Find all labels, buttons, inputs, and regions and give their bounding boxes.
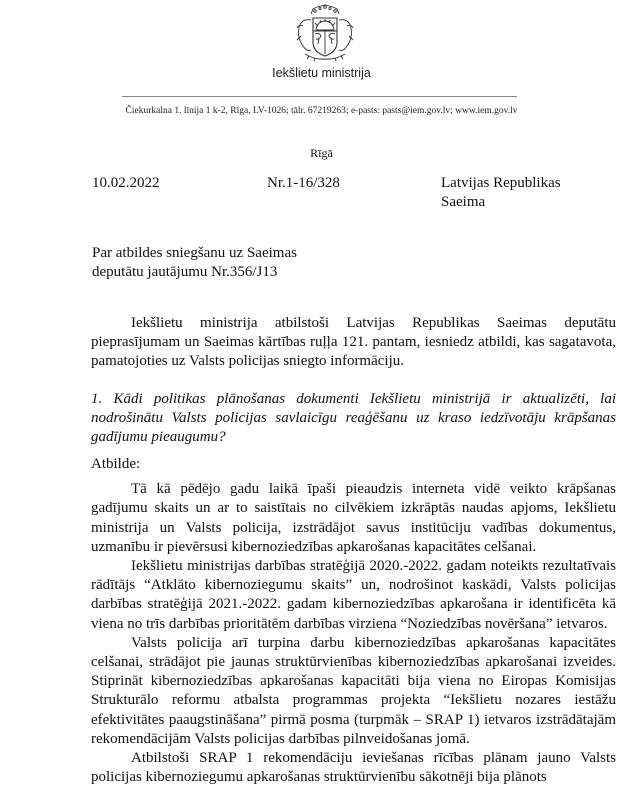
header-divider	[122, 96, 517, 97]
coat-of-arms-icon	[289, 4, 361, 64]
answer-paragraph: Iekšlietu ministrijas darbības stratēģijā 2020.-2022. gadam noteikts rezultatīvais rādītājs “Atklāto kibernoziegumu skaits” un, nodrošinot kaskādi, Valsts policijas darbības stratēģijā 2021.-2022. gadam kibernoziedzības apkarošana ir identificēta kā viena no trīs darbības prioritātēm darbības virziena “Noziedzības novēršana” ietvaros.	[91, 558, 616, 632]
recipient-line-1: Latvijas Republikas	[441, 175, 561, 191]
subject-line-2: deputātu jautājumu Nr.356/J13	[92, 264, 278, 280]
subject-line-1: Par atbildes sniegšanu uz Saeimas	[92, 245, 297, 261]
answer-paragraph: Tā kā pēdējo gadu laikā īpaši pieaudzis interneta vidē veikto krāpšanas gadījumu skaits un ar to saistītais no cilvēkiem izkrāptās naudas apjoms, Iekšlietu ministrija un Valsts policija, izstrādājot savus institūciju vadības dokumentus, uzmanību ir pievērsusi kibernoziedzības apkarošanas kapacitātes celšanai.	[91, 481, 616, 555]
letter-date: 10.02.2022	[92, 175, 160, 191]
subject	[92, 244, 297, 282]
city: Rīgā	[310, 146, 333, 160]
answer-paragraph: Atbilstoši SRAP 1 rekomendāciju ieviešanas rīcības plānam jauno Valsts policijas kibernoziegumu apkarošanas struktūrvienību sākotnēji bija plānots	[91, 750, 616, 786]
answer-paragraph: Valsts policija arī turpina darbu kibernoziedzības apkarošanas kapacitātes celšanai, strādājot pie jaunas struktūrvienības kibernoziedzības apkarošanai izveides. Stiprināt kibernoziedzības apkarošanas kapacitāti bija viena no Eiropas Komisijas Strukturālo reformu atbalsta programmas projekta “Iekšlietu nozares iestāžu efektivitātes paaugstināšana” pirmā posma (turpmāk – SRAP 1) ietvaros izstrādātajām rekomendācijām Valsts policijas darbības pilnveidošanas jomā.	[91, 634, 616, 747]
intro-text: Iekšlietu ministrija atbilstoši Latvijas Republikas Saeimas deputātu pieprasījumam un Saeimas kārtības ruļļa 121. pantam, iesniedz atbildi, kas sagatavota, pamatojoties uz Valsts policijas sniegto informāciju.	[91, 315, 616, 370]
reference-number: Nr.1-16/328	[267, 175, 340, 191]
answer-section	[91, 455, 616, 787]
question-1	[91, 390, 616, 448]
ministry-name: Iekšlietu ministrija	[272, 66, 371, 80]
recipient	[441, 174, 561, 212]
contact-line: Čiekurkalna 1. līnija 1 k-2, Rīga, LV-1026; tālr. 67219263; e-pasts: pasts@iem.gov.lv; www.iem.gov.lv	[125, 106, 518, 116]
intro-paragraph	[91, 314, 616, 372]
recipient-line-2: Saeima	[441, 194, 486, 210]
question-1-text: 1. Kādi politikas plānošanas dokumenti Iekšlietu ministrijā ir aktualizēti, lai nodrošinātu Valsts policijas savlaicīgu reaģēšanu uz kraso iedzīvotāju krāpšanas gadījumu pieaugumu?	[91, 391, 616, 446]
answer-label: Atbilde:	[91, 456, 141, 472]
